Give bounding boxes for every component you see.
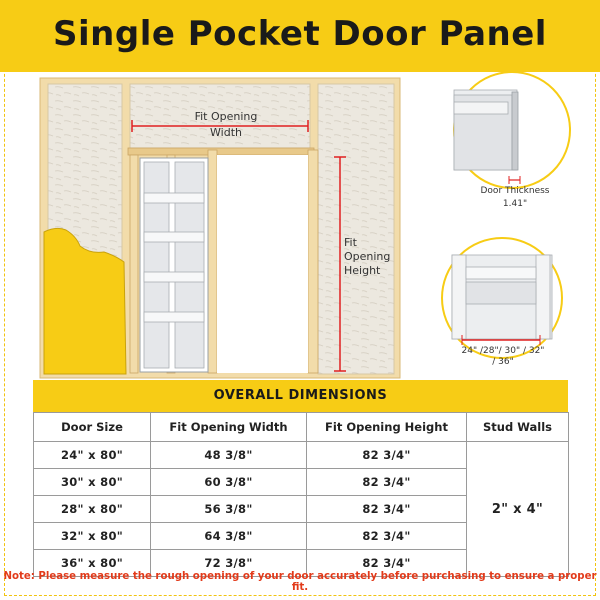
door-thickness-label: Door Thickness bbox=[480, 186, 550, 196]
column-header: Door Size bbox=[34, 413, 151, 442]
fit-height-cell: 82 3/4" bbox=[307, 550, 467, 577]
door-thickness-value: 1.41" bbox=[502, 199, 528, 209]
pocket-stud-left bbox=[130, 155, 138, 373]
door-opening bbox=[217, 155, 308, 373]
fit-height-cell: 82 3/4" bbox=[307, 523, 467, 550]
door-widths-label-line2: / 36" bbox=[492, 357, 514, 367]
fit-opening-height-label-line3: Height bbox=[344, 264, 381, 277]
fit-width-cell: 64 3/8" bbox=[151, 523, 307, 550]
door-size-cell: 36" x 80" bbox=[34, 550, 151, 577]
page-title: Single Pocket Door Panel bbox=[53, 14, 547, 54]
header-beam bbox=[128, 148, 314, 155]
dimensions-table bbox=[33, 380, 568, 577]
door-size-cell: 30" x 80" bbox=[34, 469, 151, 496]
door-widths-label: 24" /28"/ 30" / 32" bbox=[461, 346, 545, 356]
fit-height-cell: 82 3/4" bbox=[307, 496, 467, 523]
thickness-detail-drawing bbox=[454, 90, 520, 184]
fit-opening-height-label: Fit bbox=[344, 236, 357, 249]
fit-height-cell: 82 3/4" bbox=[307, 469, 467, 496]
table-row bbox=[34, 442, 569, 469]
jamb-stud bbox=[308, 150, 318, 373]
fit-opening-width-label-line2: Width bbox=[210, 126, 242, 139]
fit-width-cell: 56 3/8" bbox=[151, 496, 307, 523]
fit-width-cell: 48 3/8" bbox=[151, 442, 307, 469]
fit-opening-width-label: Fit Opening bbox=[194, 110, 258, 123]
measurement-note: Note: Please measure the rough opening of your door accurately before purchasing to ensure a proper fit. bbox=[3, 571, 597, 593]
stud-walls-cell: 2" x 4" bbox=[467, 442, 569, 577]
column-header: Fit Opening Width bbox=[151, 413, 307, 442]
widths-detail-drawing bbox=[452, 255, 552, 345]
fit-width-cell: 60 3/8" bbox=[151, 469, 307, 496]
fit-opening-height-label-line2: Opening bbox=[344, 250, 391, 263]
door-size-cell: 28" x 80" bbox=[34, 496, 151, 523]
column-header: Fit Opening Height bbox=[307, 413, 467, 442]
column-header: Stud Walls bbox=[467, 413, 569, 442]
fit-width-cell: 72 3/8" bbox=[151, 550, 307, 577]
table-header: OVERALL DIMENSIONS bbox=[33, 380, 568, 412]
fit-height-cell: 82 3/4" bbox=[307, 442, 467, 469]
pocket-stud-right bbox=[208, 150, 217, 373]
right-wall-panel bbox=[318, 84, 394, 374]
door-size-cell: 32" x 80" bbox=[34, 523, 151, 550]
door-size-cell: 24" x 80" bbox=[34, 442, 151, 469]
